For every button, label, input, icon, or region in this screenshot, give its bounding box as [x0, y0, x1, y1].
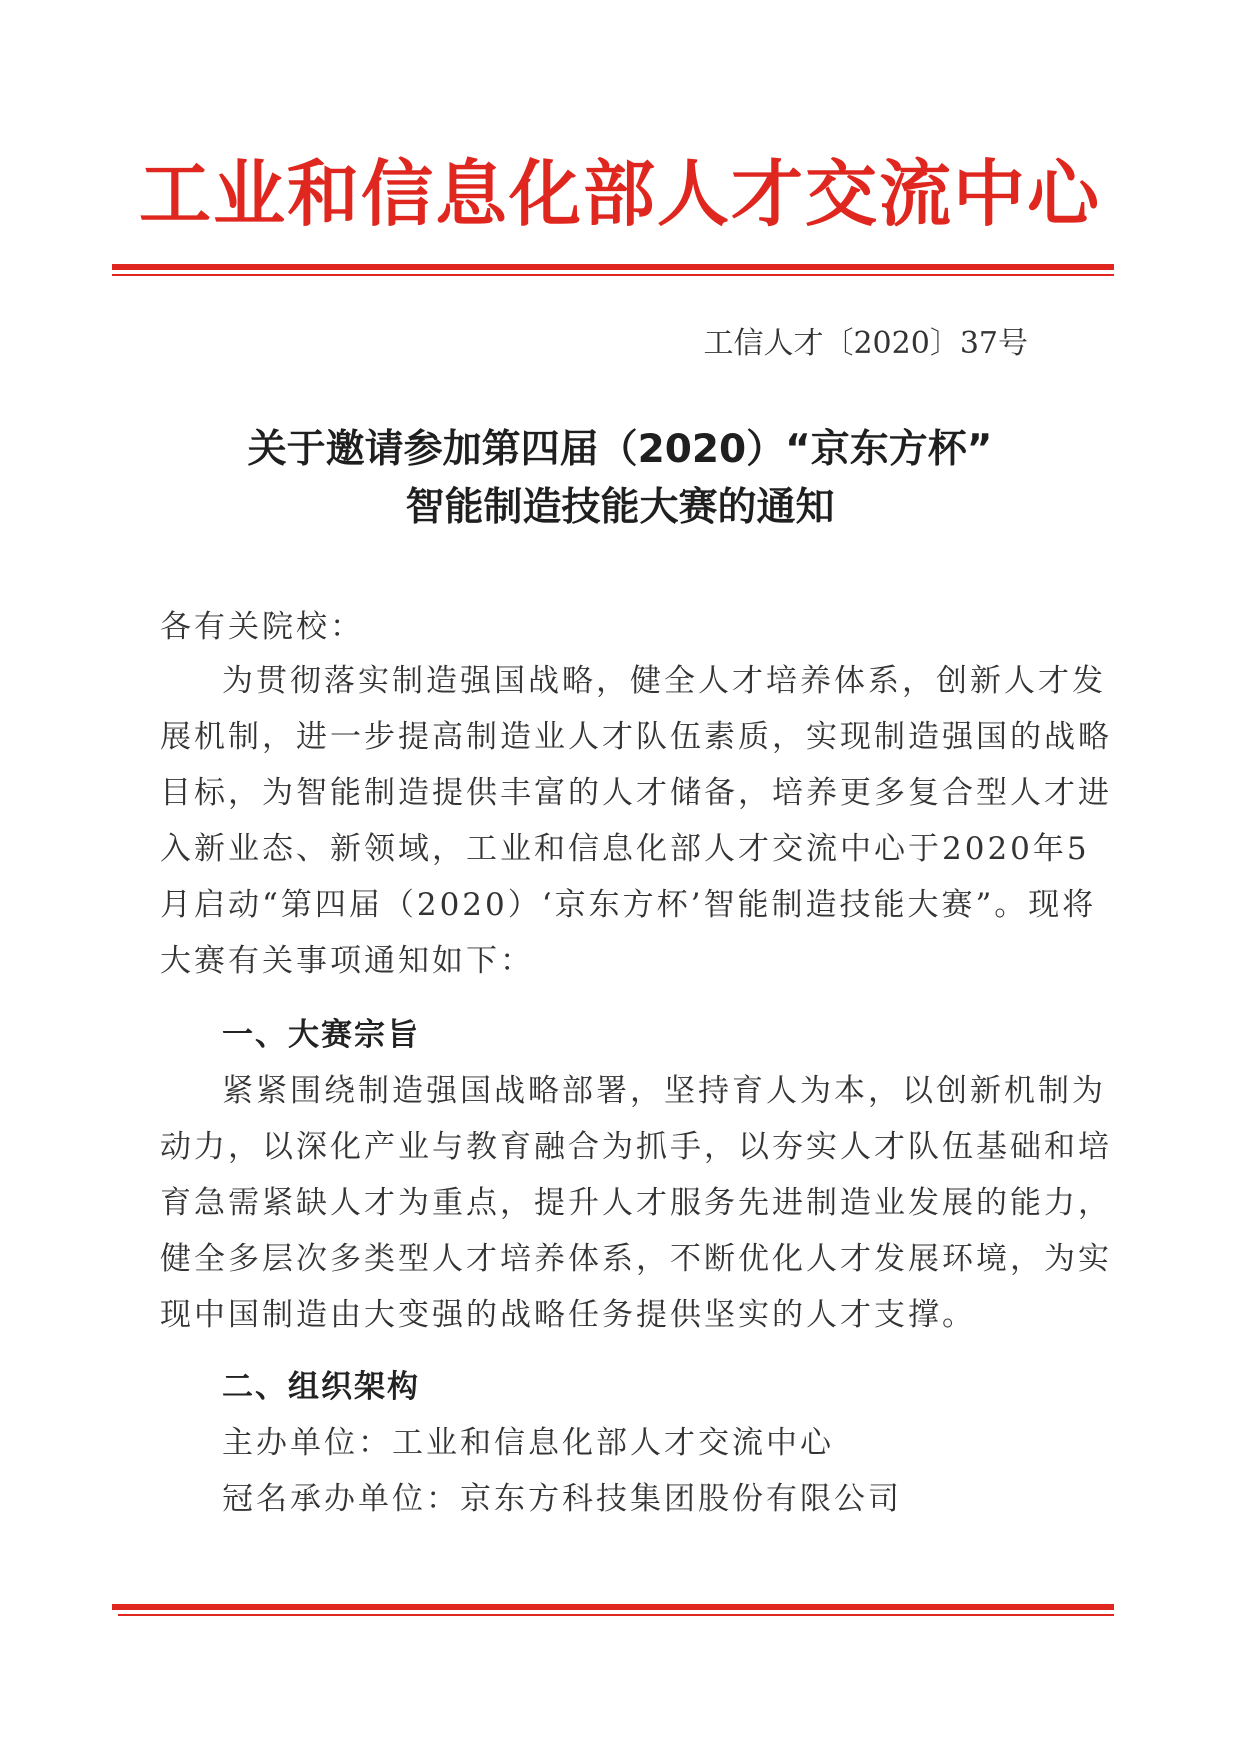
section-line: 健全多层次多类型人才培养体系，不断优化人才发展环境，为实 [160, 1241, 1112, 1277]
intro-line: 目标，为智能制造提供丰富的人才储备，培养更多复合型人才进 [160, 775, 1112, 811]
intro-line: 大赛有关事项通知如下： [160, 943, 534, 979]
section-line: 现中国制造由大变强的战略任务提供坚实的人才支撑。 [160, 1297, 976, 1333]
letterhead-red-rule-thick [112, 264, 1114, 270]
intro-line: 为贯彻落实制造强国战略，健全人才培养体系，创新人才发 [222, 663, 1106, 699]
section-line: 育急需紧缺人才为重点，提升人才服务先进制造业发展的能力， [160, 1185, 1112, 1221]
organizer-line: 主办单位：工业和信息化部人才交流中心 [222, 1425, 834, 1461]
co-organizer-line: 冠名承办单位：京东方科技集团股份有限公司 [222, 1481, 902, 1517]
section-line: 动力，以深化产业与教育融合为抓手，以夯实人才队伍基础和培 [160, 1129, 1112, 1165]
letterhead-red-rule-thin [112, 274, 1114, 276]
section-heading-organization: 二、组织架构 [222, 1369, 420, 1405]
intro-line: 展机制，进一步提高制造业人才队伍素质，实现制造强国的战略 [160, 719, 1112, 755]
section-line: 紧紧围绕制造强国战略部署，坚持育人为本，以创新机制为 [222, 1073, 1106, 1109]
intro-line: 月启动“第四届（2020）‘京东方杯’智能制造技能大赛”。现将 [160, 887, 1097, 923]
document-number: 工信人才〔2020〕37号 [703, 326, 1028, 361]
intro-line: 入新业态、新领域，工业和信息化部人才交流中心于2020年5 [160, 831, 1090, 867]
footer-red-rule-thick [112, 1604, 1114, 1610]
salutation: 各有关院校： [160, 609, 364, 645]
section-heading-purpose: 一、大赛宗旨 [222, 1017, 420, 1053]
document-title-line-1: 关于邀请参加第四届（2020）“京东方杯” [247, 427, 993, 472]
footer-red-rule-thin [118, 1614, 1114, 1616]
letterhead-org-name: 工业和信息化部人才交流中心 [138, 151, 1101, 236]
document-title-line-2: 智能制造技能大赛的通知 [405, 485, 835, 530]
